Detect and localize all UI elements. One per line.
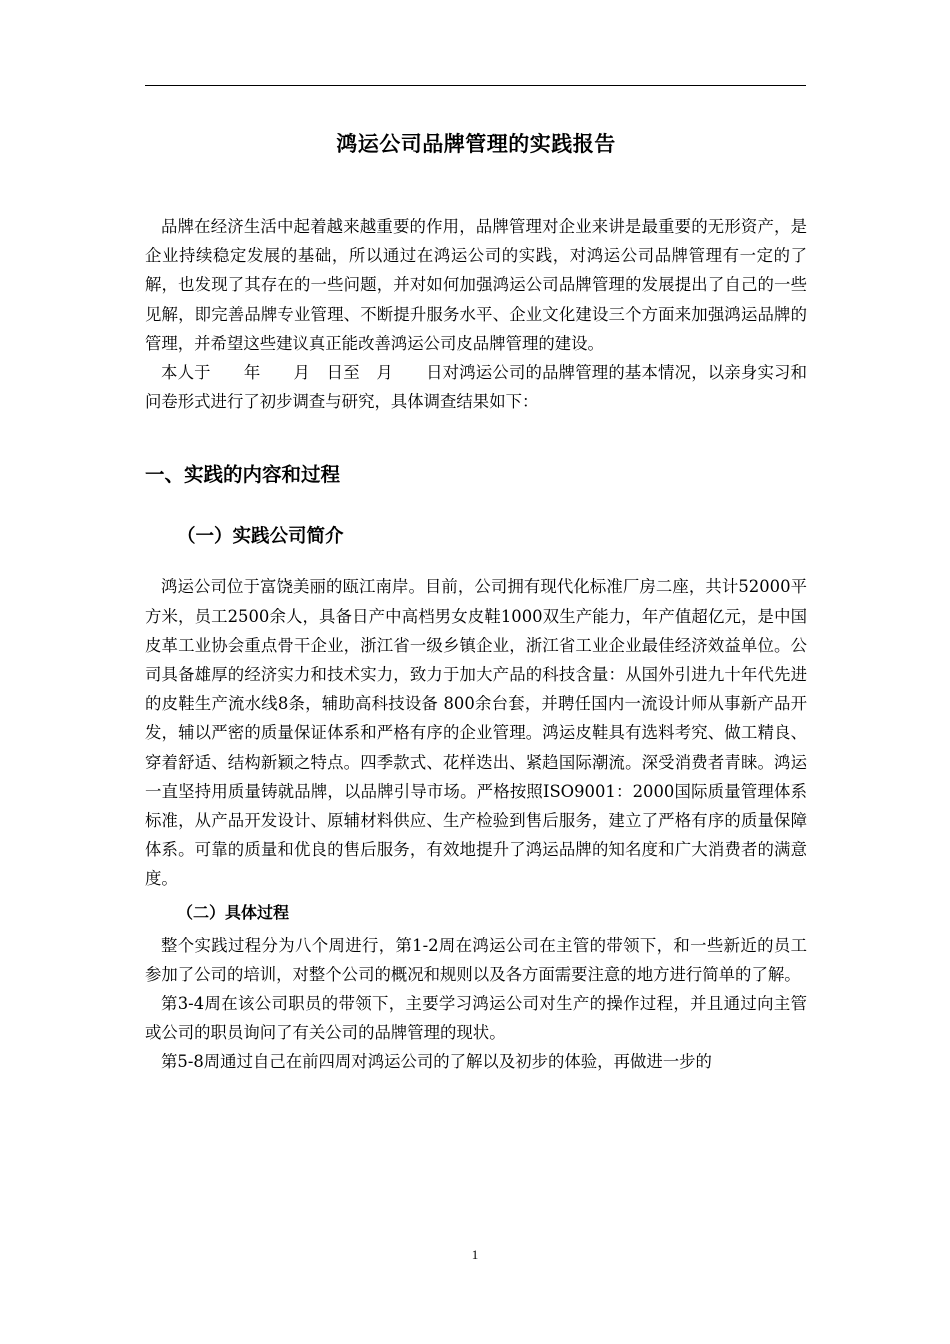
body-paragraph: 整个实践过程分为八个周进行，第1-2周在鸿运公司在主管的带领下，和一些新近的员工参加了公司的培训，对整个公司的概况和规则以及各方面需要注意的地方进行简单的了解。 xyxy=(145,935,807,984)
body-paragraph: 第3-4周在该公司职员的带领下，主要学习鸿运公司对生产的操作过程，并且通过向主管或公司的职员询问了有关公司的品牌管理的现状。 xyxy=(145,994,807,1043)
subsection-heading: （一）实践公司简介 xyxy=(177,526,344,548)
intro-paragraph: 品牌在经济生活中起着越来越重要的作用，品牌管理对企业来讲是最重要的无形资产，是企业持续稳定发展的基础，所以通过在鸿运公司的实践，对鸿运公司品牌管理有一定的了解，也发现了其存在的一些问题，并对如何加强鸿运公司品牌管理的发展提出了自己的一些见解，即完善品牌专业管理、不断提升服务水平、企业文化建设三个方面来加强鸿运品牌的管理，并希望这些建议真正能改善鸿运公司皮品牌管理的建设。 xyxy=(145,217,807,353)
document-title: 鸿运公司品牌管理的实践报告 xyxy=(336,132,616,156)
page-number: 1 xyxy=(471,1247,479,1262)
document-body xyxy=(145,124,807,1077)
body-paragraph: 第5-8周通过自己在前四周对鸿运公司的了解以及初步的体验，再做进一步的 xyxy=(161,1052,712,1072)
intro-paragraph: 本人于 年 月 日至 月 日对鸿运公司的品牌管理的基本情况，以亲身实习和问卷形式进行了初步调查与研究，具体调查结果如下： xyxy=(145,363,807,412)
header-rule xyxy=(145,85,806,86)
section-heading: 一、实践的内容和过程 xyxy=(145,463,341,487)
subsection-heading: （二）具体过程 xyxy=(177,902,290,922)
body-paragraph: 鸿运公司位于富饶美丽的瓯江南岸。目前，公司拥有现代化标准厂房二座，共计52000平方米，员工2500余人，具备日产中高档男女皮鞋1000双生产能力，年产值超亿元，是中国皮革工业协会重点骨干企业，浙江省一级乡镇企业，浙江省工业企业最佳经济效益单位。公司具备雄厚的经济实力和技术实力，致力于加大产品的科技含量：从国外引进九十年代先进的皮鞋生产流水线8条，辅助高科技设备 800余台套，并聘任国内一流设计师从事新产品开发，辅以严密的质量保证体系和严格有序的企业管理。鸿运皮鞋具有选料考究、做工精良、穿着舒适、结构新颖之特点。四季款式、花样迭出、紧趋国际潮流。深受消费者青睐。鸿运一直坚持用质量铸就品牌，以品牌引导市场。严格按照ISO9001：2000国际质量管理体系标准，从产品开发设计、原辅材料供应、生产检验到售后服务，建立了严格有序的质量保障体系。可靠的质量和优良的售后服务，有效地提升了鸿运品牌的知名度和广大消费者的满意度。 xyxy=(145,577,807,889)
